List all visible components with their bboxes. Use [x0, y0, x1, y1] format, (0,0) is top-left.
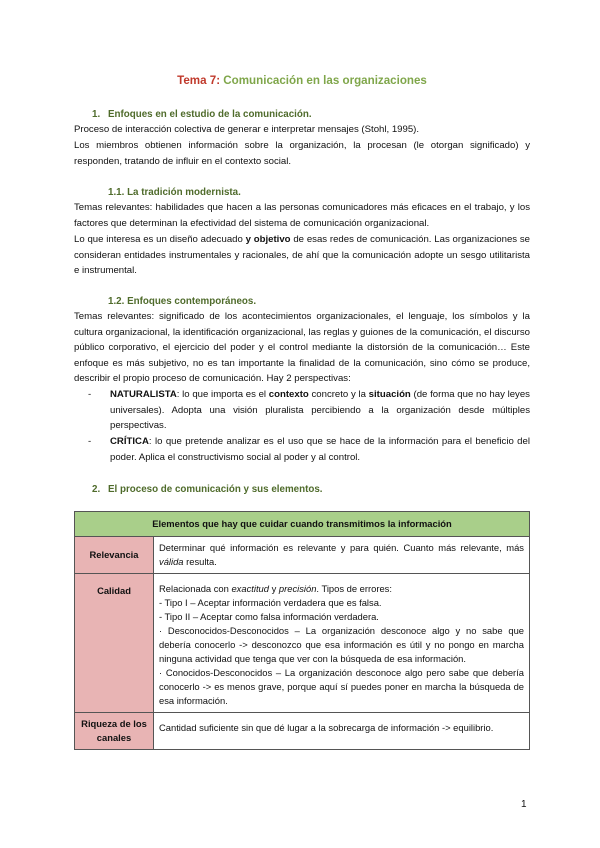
elements-table — [74, 511, 530, 750]
row-label-riqueza: Riqueza de los canales — [75, 713, 154, 750]
row-text-calidad: Relacionada con exactitud y precisión. Tipos de errores: - Tipo I – Aceptar información verdadera que es falsa. - Tipo II – Aceptar como falsa información verdadera. · Desconocidos-Desconocidos – La organización desconoce algo y no sabe que debería conocerlo -> desconozco que esa información es útil y no pongo en marcha ninguna actividad que tenga que ver con la búsqueda de esa información. · Conocidos-Desconocidos – La organización desconoce algo pero sabe que debería conocerlo -> es menos grave, porque aquí sí puedes poner en marcha la búsqueda de esa información. — [154, 574, 530, 713]
page-number: 1 — [521, 799, 527, 810]
table-header: Elementos que hay que cuidar cuando transmitimos la información — [75, 512, 530, 537]
row-text-riqueza: Cantidad suficiente sin que dé lugar a la sobrecarga de información -> equilibrio. — [154, 713, 530, 750]
table-row — [75, 713, 530, 750]
table-row — [75, 537, 530, 574]
section-2-heading: 2. El proceso de comunicación y sus elementos. — [92, 484, 323, 495]
section-1-2-heading: 1.2. Enfoques contemporáneos. — [108, 296, 257, 307]
title-number: Tema 7: — [177, 74, 221, 87]
row-label-calidad: Calidad — [75, 574, 154, 713]
row-label-relevancia: Relevancia — [75, 537, 154, 574]
section-1-heading: 1. Enfoques en el estudio de la comunicación. — [92, 109, 312, 120]
section-1-1-paragraph-2: Lo que interesa es un diseño adecuado y objetivo de esas redes de comunicación. Las organizaciones se consideran entidades instrumentales y racionales, de ahí que la comunicación adopte un sesgo utilitarista e instrumental. — [74, 234, 531, 277]
section-1-1-paragraph-1: Temas relevantes: habilidades que hacen a las personas comunicadores más eficaces en el trabajo, y los factores que determinan la efectividad del sistema de comunicación organizacional. — [74, 202, 530, 229]
section-1-1-heading: 1.1. La tradición modernista. — [108, 187, 241, 198]
section-1-paragraph-2: Los miembros obtienen información sobre la organización, la procesan (le otorgan significado) y responden, tratando de influir en el contexto social. — [74, 140, 530, 167]
table-row — [75, 574, 530, 713]
row-text-relevancia: Determinar qué información es relevante y para quién. Cuanto más relevante, más válida resulta. — [154, 537, 530, 574]
section-1-paragraph-1: Proceso de interacción colectiva de generar e interpretar mensajes (Stohl, 1995). — [74, 124, 420, 135]
title-text: Comunicación en las organizaciones — [223, 74, 427, 87]
section-1-2-paragraph: Temas relevantes: significado de los acontecimientos organizacionales, el lenguaje, los símbolos y la cultura organizacional, la identificación organizacional, las reglas y guiones de la comunicación, el discurso público corporativo, el ejercicio del poder y el control mediante la distorsión de la comunicación… Este enfoque es más subjetivo, no es tan importante la finalidad de la comunicación, sino cómo se produce, describir el propio proceso de comunicación. Hay 2 perspectivas: — [74, 311, 530, 385]
page-title — [74, 73, 530, 89]
